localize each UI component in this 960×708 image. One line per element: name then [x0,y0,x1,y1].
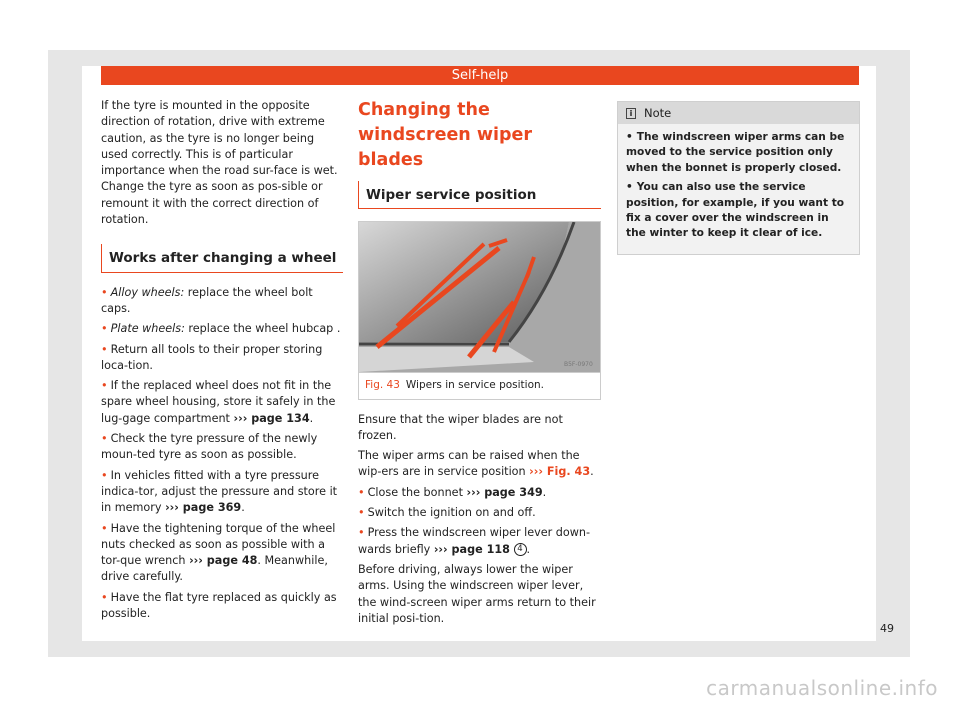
figure-caption: Fig. 43 Wipers in service position. [359,372,600,398]
list-item: • Switch the ignition on and off. [358,506,536,520]
bullet-icon: • [101,342,108,356]
paragraph-service-position: The wiper arms can be raised when the wip-ers are in service position ››› Fig. 43. [358,449,594,479]
bullet-icon: • [101,285,108,299]
wiper-illustration [359,222,600,372]
section-header: Self-help [101,66,859,85]
bullet-icon: • [626,131,633,143]
list-item: • If the replaced wheel does not fit in the spare wheel housing, store it safely in the lug-gage compartment ››› page 134. [101,379,336,425]
page-link[interactable]: ››› page 134 [233,411,310,425]
section-title: Changing the windscreen wiper blades [358,100,533,170]
watermark: carmanualsonline.info [706,676,938,700]
note-header: i Note [618,102,859,124]
list-item: • Alloy wheels: replace the wheel bolt caps. [101,285,313,315]
figure-link[interactable]: ››› Fig. 43 [529,465,591,479]
bullet-icon: • [626,181,633,194]
bullet-icon: • [358,485,365,499]
list-item: • Close the bonnet ››› page 349. [358,485,547,499]
figure-code: B5F-0970 [564,361,593,369]
list-item: • Have the tightening torque of the wheel nuts checked as soon as possible with a tor-que wrench ››› page 48. Meanwhile, drive carefully. [101,521,336,584]
page-link[interactable]: ››› page 118 [433,542,510,556]
bullet-icon: • [358,526,365,540]
page-link[interactable]: ››› page 349 [466,485,543,499]
bullet-icon: • [101,432,108,446]
subheading-wiper-service: Wiper service position [358,181,601,209]
callout-number: 4 [514,543,527,556]
list-item: • Return all tools to their proper storing loca-tion. [101,342,323,372]
bullet-icon: • [101,379,108,393]
subheading-works-after-change: Works after changing a wheel [101,244,343,272]
paragraph-frozen: Ensure that the wiper blades are not frozen. [358,412,563,442]
column-right [617,101,860,255]
list-item: • Plate wheels: replace the wheel hubcap . [101,322,341,336]
bullet-icon: • [101,468,108,482]
note-item: • The windscreen wiper arms can be moved to the service position only when the bonnet is properly closed. [626,131,845,174]
page-link[interactable]: ››› page 48 [189,554,258,568]
note-item: • You can also use the service position, for example, if you want to fix a cover over the windscreen in the winter to keep it clear of ice. [626,181,845,240]
note-body [618,124,859,254]
bullet-icon: • [101,322,108,336]
page-link[interactable]: ››› page 369 [165,501,242,515]
list-item: • Press the windscreen wiper lever down-wards briefly ››› page 118 4 . [358,526,590,556]
note-box [617,101,860,255]
list-item: • Have the flat tyre replaced as quickly as possible. [101,590,337,621]
page-number: 49 [880,622,894,635]
list-item: • In vehicles fitted with a tyre pressure indica-tor, adjust the pressure and store it in memory ››› page 369. [101,468,338,515]
column-middle [358,98,601,627]
intro-paragraph: If the tyre is mounted in the opposite direction of rotation, drive with extreme caution, as the tyre is no longer being used correctly. This is of particular importance when the road sur-face is wet. Change the tyre as soon as pos-sible or remount it with the correct direction of rotation. [101,99,338,227]
paragraph-before-driving: Before driving, always lower the wiper arms. Using the windscreen wiper lever, the wind-screen wiper arms return to their initial posi-tion. [358,562,596,625]
bullet-icon: • [101,590,108,604]
list-item: • Check the tyre pressure of the newly moun-ted tyre as soon as possible. [101,432,318,462]
bullet-icon: • [101,521,108,535]
column-left [101,98,343,622]
figure-wipers [358,221,601,399]
info-icon: i [626,108,636,119]
bullet-icon: • [358,506,365,520]
